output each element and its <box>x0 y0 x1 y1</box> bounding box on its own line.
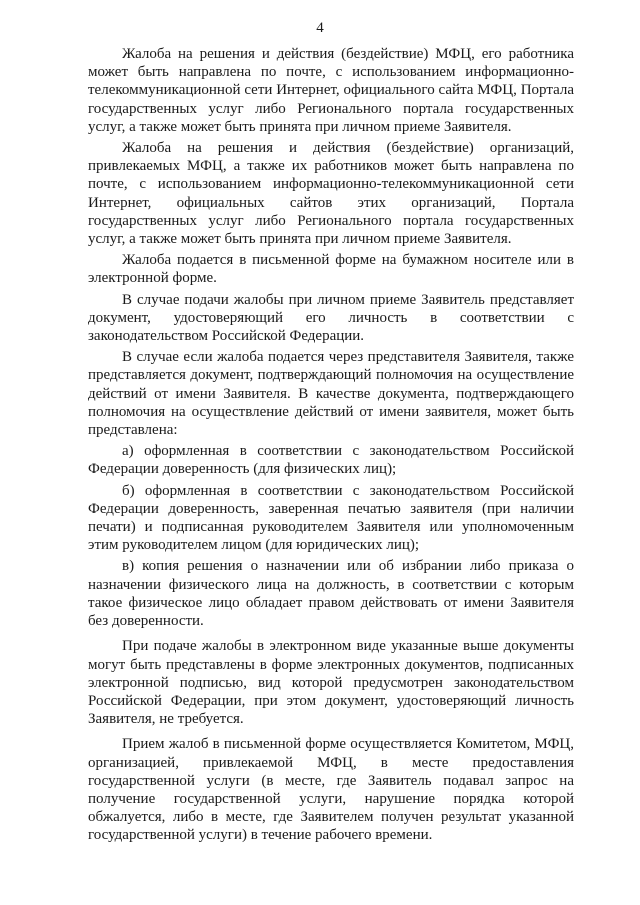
list-item-a: а) оформленная в соответствии с законодательством Российской Федерации доверенность (для физических лиц); <box>88 443 574 478</box>
list-item-c: в) копия решения о назначении или об избрании либо приказа о назначении физического лица на должность, в соответствии с которым такое физическое лицо обладает правом действовать от имени Заявителя без доверенности. <box>88 558 574 630</box>
paragraph-complaint-form: Жалоба подается в письменной форме на бумажном носителе или в электронной форме. <box>88 252 574 287</box>
list-item-b: б) оформленная в соответствии с законодательством Российской Федерации доверенность, заверенная печатью заявителя (при наличии печати) и подписанная руководителем Заявителя или уполномоченным этим руководителем лицом (для юридических лиц); <box>88 482 574 554</box>
page-number: 4 <box>316 20 324 36</box>
paragraph-mfc-complaint: Жалоба на решения и действия (бездействие) МФЦ, его работника может быть направлена по почте, с использованием информационно-телекоммуникационной сети Интернет, официального сайта МФЦ, Портала государственных услуг либо Регионального портала государственных услуг, а также может быть принята при личном приеме Заявителя. <box>88 46 574 135</box>
paragraph-representative: В случае если жалоба подается через представителя Заявителя, также представляется документ, подтверждающий полномочия на осуществление действий от имени Заявителя. В качестве документа, подтверждающего полномочия на осуществление действий от имени заявителя, может быть представлена: <box>88 349 574 439</box>
document-body <box>88 45 574 845</box>
paragraph-electronic-submission: При подаче жалобы в электронном виде указанные выше документы могут быть представлены в форме электронных документов, подписанных электронной подписью, вид которой предусмотрен законодательством Российской Федерации, при этом документ, удостоверяющий личность Заявителя, не требуется. <box>88 638 574 728</box>
paragraph-organizations-complaint: Жалоба на решения и действия (бездействие) организаций, привлекаемых МФЦ, а также их работников может быть направлена по почте, с использованием информационно-телекоммуникационной сети Интернет, официальных сайтов этих организаций, Портала государственных услуг либо Регионального портала государственных услуг, а также может быть принята при личном приеме Заявителя. <box>88 140 574 248</box>
paragraph-personal-reception: В случае подачи жалобы при личном приеме Заявитель представляет документ, удостоверяющий его личность в соответствии с законодательством Российской Федерации. <box>88 291 574 345</box>
paragraph-written-reception: Прием жалоб в письменной форме осуществляется Комитетом, МФЦ, организацией, привлекаемой МФЦ, в месте предоставления государственной услуги (в месте, где Заявитель подавал запрос на получение государственной услуги, нарушение порядка которой обжалуется, либо в месте, где Заявителем получен результат указанной государственной услуги) в течение рабочего времени. <box>88 736 574 844</box>
